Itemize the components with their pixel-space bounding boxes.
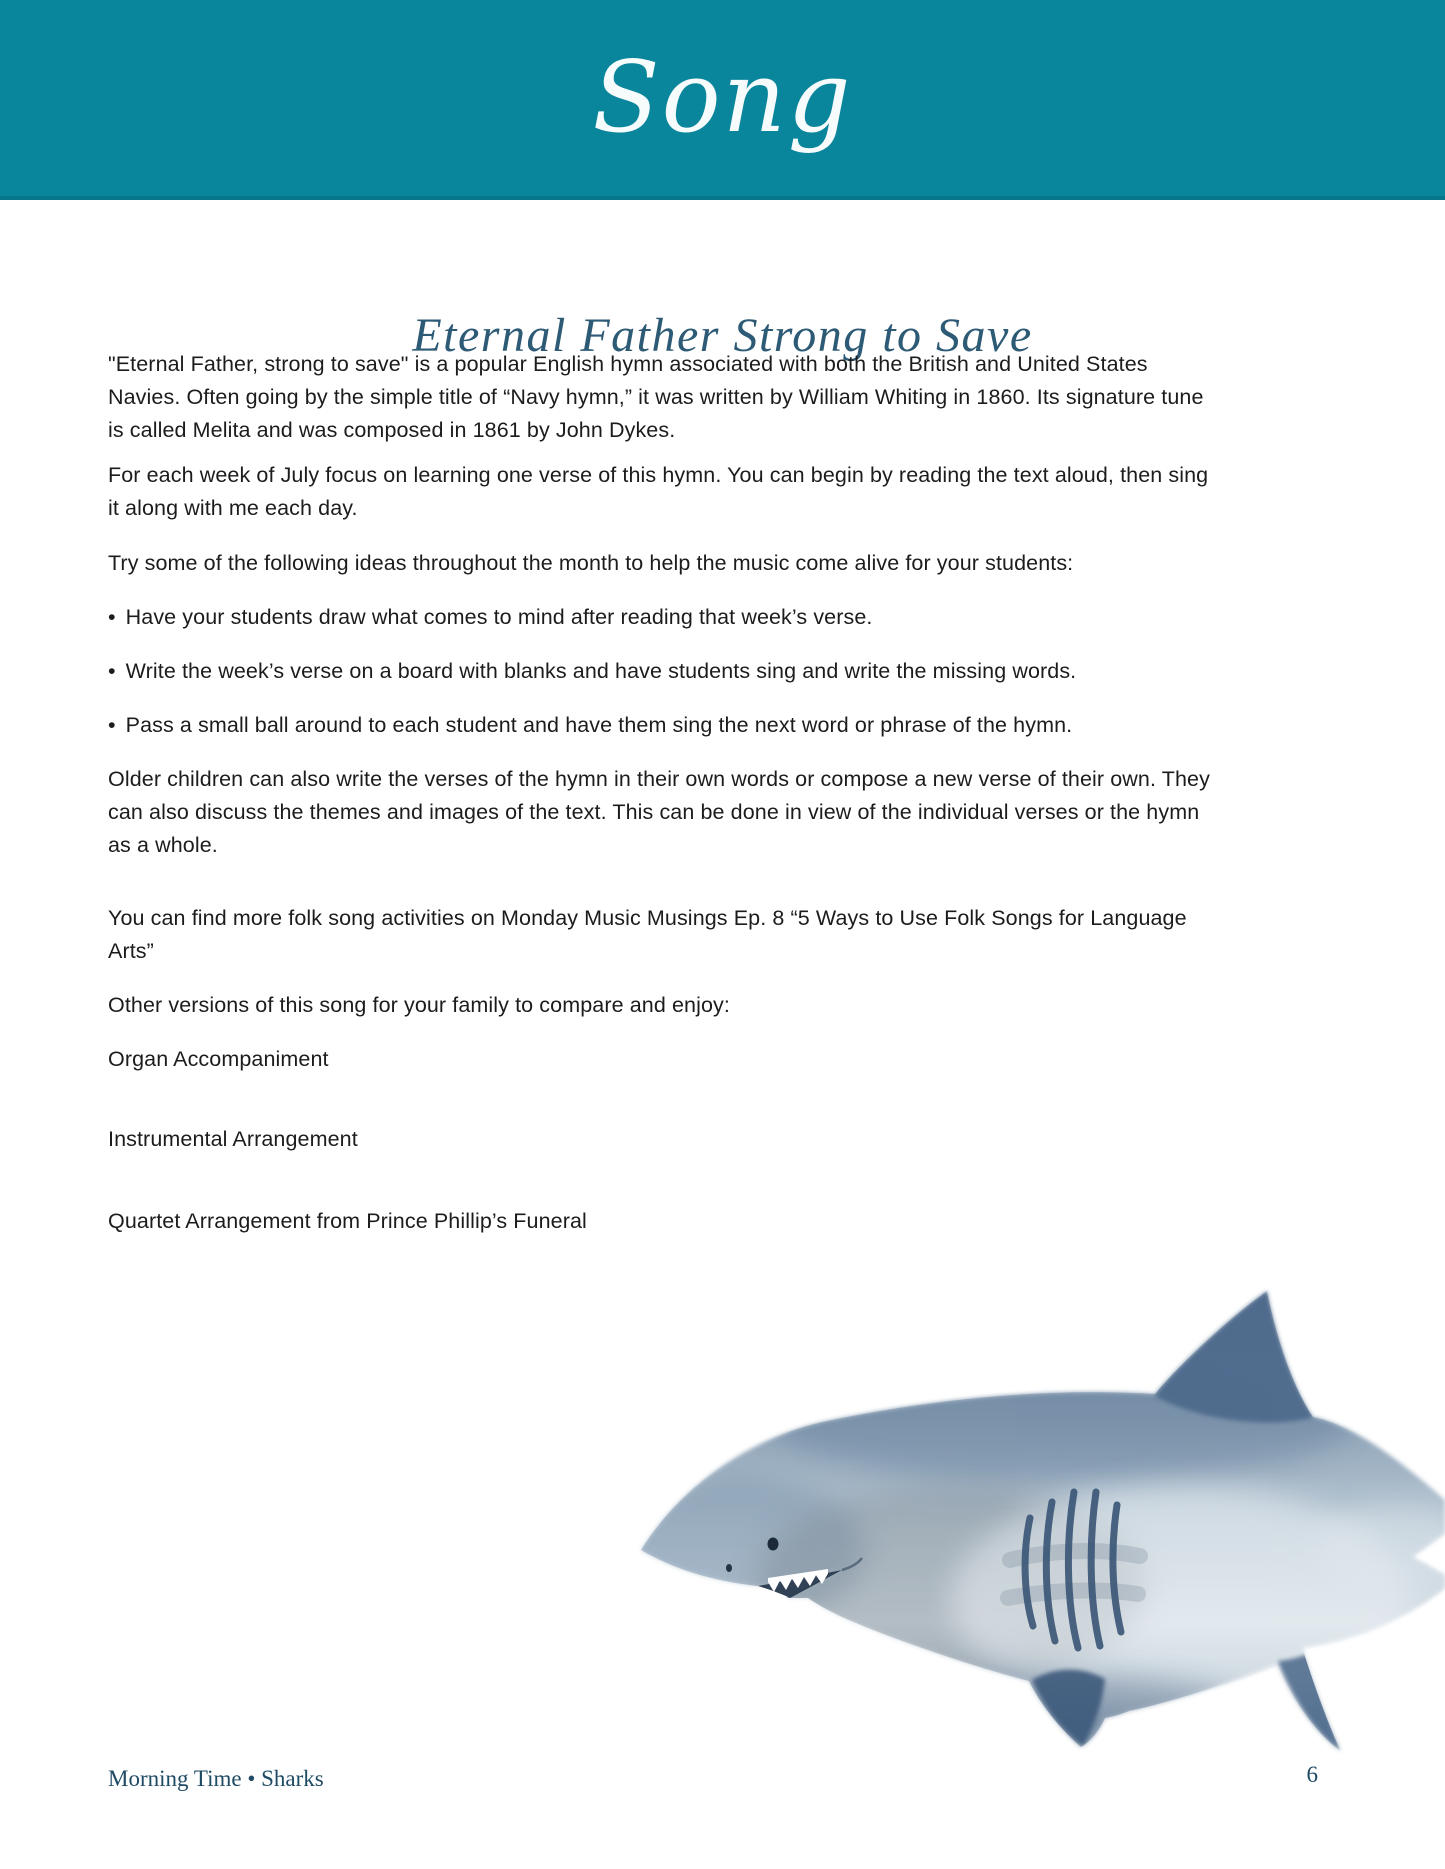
header-banner	[0, 0, 1445, 200]
version-link-quartet[interactable]: Quartet Arrangement from Prince Phillip’s Funeral	[108, 1209, 587, 1233]
shark-nostril	[726, 1564, 732, 1572]
paragraph-hymn-intro: "Eternal Father, strong to save" is a popular English hymn associated with both the British and United States Navies. Often going by the simple title of “Navy hymn,” it was written by William Whiting in 1860. Its signature tune is called Melita and was composed in 1861 by John Dykes.	[108, 352, 1204, 442]
shark-eye	[768, 1538, 779, 1551]
page-number: 6	[1306, 1762, 1318, 1787]
pelvic-fin	[1278, 1648, 1340, 1750]
version-link-organ[interactable]: Organ Accompaniment	[108, 1047, 329, 1071]
footer-book-title: Morning Time • Sharks	[108, 1766, 324, 1791]
paragraph-weekly-plan: For each week of July focus on learning one verse of this hymn. You can begin by reading the text aloud, then sing it along with me each day.	[108, 463, 1209, 520]
paragraph-older-children: Older children can also write the verses of the hymn in their own words or compose a new verse of their own. They can also discuss the themes and images of the text. This can be done in view of the individual verses or the hymn as a whole.	[108, 767, 1210, 857]
shark-watercolor-washes	[605, 1291, 1445, 1750]
bullet-item-draw: • Have your students draw what comes to mind after reading that week’s verse.	[108, 601, 1213, 634]
paragraph-ideas-intro: Try some of the following ideas throughout the month to help the music come alive for your students:	[108, 551, 1074, 575]
watercolor-shark-illustration	[540, 1120, 1445, 1760]
version-link-instrumental[interactable]: Instrumental Arrangement	[108, 1127, 358, 1151]
shark-svg	[540, 1120, 1445, 1760]
dorsal-fin	[1155, 1291, 1313, 1422]
paragraph-folk-song-note: You can find more folk song activities on Monday Music Musings Ep. 8 “5 Ways to Use Folk Songs for Language Arts”	[108, 906, 1187, 963]
paragraph-other-versions-intro: Other versions of this song for your family to compare and enjoy:	[108, 993, 730, 1017]
bullet-item-board-blanks: • Write the week’s verse on a board with blanks and have students sing and write the missing words.	[108, 655, 1213, 688]
page-title: Eternal Father Strong to Save	[412, 309, 1033, 362]
banner-script-label: Song	[592, 41, 853, 155]
bullet-item-pass-ball: • Pass a small ball around to each student and have them sing the next word or phrase of the hymn.	[108, 709, 1213, 742]
